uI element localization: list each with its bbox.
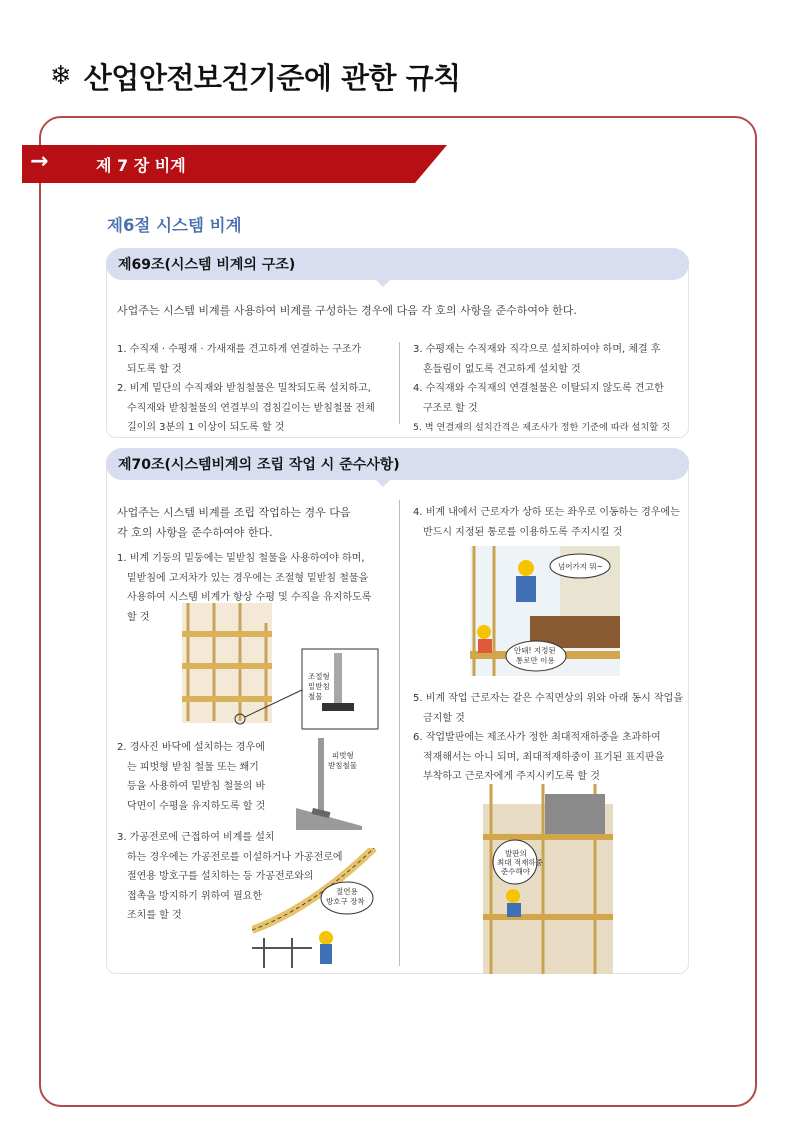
item-line: 가공전로에 근접하여 비계를 설치 [129, 832, 275, 843]
item-line: 비계 내에서 근로자가 상하 또는 좌우로 이동하는 경우에는 [425, 507, 680, 518]
item-line: 비계 기둥의 밑둥에는 밑받침 철물을 사용하여야 하며, [129, 553, 365, 564]
item-number: 4. [413, 383, 423, 394]
item-number: 3. [117, 832, 127, 843]
insulation-cover-illustration [252, 848, 382, 968]
item-line: 접촉을 방지하기 위하여 필요한 [127, 890, 263, 902]
item-line: 사용하여 시스템 비계가 항상 수평 및 수직을 유지하도록 [127, 592, 372, 603]
item-line: 닥면이 수평을 유지하도록 할 것 [127, 800, 266, 812]
item-line: 경사진 바닥에 설치하는 경우에 [129, 742, 265, 753]
article69-item-4 [413, 379, 683, 418]
load-bubble-line-1: 발판의 [505, 849, 527, 858]
article70-header [106, 448, 689, 480]
item-number: 6. [413, 732, 423, 743]
passage-bubble-line-1: 안돼! 지정된 [514, 646, 556, 655]
article70-intro [117, 503, 351, 543]
pivot-base-illustration [296, 738, 362, 830]
article70-item-4 [413, 503, 685, 542]
worker-bubble: 넘어가지 뭐~ [558, 562, 603, 571]
item-line: 작업발판에는 제조사가 정한 최대적재하중을 초과하여 [425, 732, 661, 743]
item-line: 부착하고 근로자에게 주지시키도록 할 것 [423, 771, 600, 782]
item-number: 2. [117, 383, 127, 394]
item-number: 5. [413, 422, 422, 433]
item-line: 수평재는 수직재와 직각으로 설치하여야 하며, 체결 후 [425, 344, 661, 355]
item-line: 반드시 지정된 통로를 이용하도록 주지시킬 것 [423, 526, 623, 538]
item-line: 밑받침에 고저차가 있는 경우에는 조절형 밑받침 철물을 [127, 572, 369, 584]
item-line: 적재해서는 아니 되며, 최대적재하중이 표기된 표지판을 [423, 751, 665, 763]
chapter-banner [22, 145, 447, 183]
arrow-right-icon: → [30, 149, 49, 174]
item-line: 구조로 할 것 [423, 402, 478, 414]
item-number: 1. [117, 553, 127, 564]
load-bubble-line-2: 최대 적재하중 [497, 858, 543, 867]
article69-item-1 [117, 340, 389, 379]
insulation-bubble-line-2: 방호구 장착 [326, 897, 365, 906]
item-line: 수직재와 수직재의 연결철물은 이탈되지 않도록 견고한 [425, 383, 664, 394]
item-number: 2. [117, 742, 127, 753]
intro-line: 각 호의 사항을 준수하여야 한다. [117, 526, 273, 539]
chapter-banner-shape [22, 145, 447, 183]
pivot-base-label-1: 피벗형 [332, 751, 354, 760]
item-number: 1. [117, 344, 127, 355]
designated-passage-illustration [470, 546, 620, 676]
item-line: 조치를 할 것 [127, 910, 182, 921]
page-title-text: 산업안전보건기준에 관한 규칙 [83, 60, 461, 95]
article69-header [106, 248, 689, 280]
chapter-label: 제 7 장 비계 [96, 156, 186, 175]
item-line: 길이의 3분의 1 이상이 되도록 할 것 [127, 422, 285, 433]
item-number: 4. [413, 507, 423, 518]
article70-item-6 [413, 728, 685, 787]
article69-heading: 제69조(시스템 비계의 구조) [118, 257, 296, 273]
page-title [50, 52, 461, 100]
item-line: 수직재와 받침철물의 연결부의 겹침길이는 받침철물 전체 [127, 402, 375, 414]
scaffold-base-illustration [182, 603, 382, 733]
article69-right-col [413, 340, 683, 438]
item-number: 3. [413, 344, 423, 355]
article70-header-tick [376, 480, 390, 487]
item-line: 흔들림이 없도록 견고하게 설치할 것 [423, 363, 581, 375]
article70-item-5 [413, 689, 685, 728]
item-line: 는 피벗형 받침 철물 또는 쐐기 [127, 761, 259, 773]
article69-item-5 [413, 418, 683, 438]
pivot-base-label-2: 받침철물 [328, 761, 357, 770]
load-bubble-line-3: 준수해야 [501, 867, 530, 876]
item-line: 비계 작업 근로자는 같은 수직면상의 위와 아래 동시 작업을 [425, 693, 684, 704]
item-line: 벽 연결재의 설치간격은 제조사가 정한 기준에 따라 설치할 것 [424, 422, 670, 433]
column-divider [399, 500, 400, 966]
item-line: 하는 경우에는 가공전로를 이설하거나 가공전로에 [127, 851, 343, 863]
item-line: 절연용 방호구를 설치하는 등 가공전로와의 [127, 871, 314, 882]
article69-header-tick [376, 280, 390, 287]
item-line: 금지할 것 [423, 712, 465, 724]
item-line: 할 것 [127, 611, 150, 623]
article69-item-2 [117, 379, 389, 438]
intro-line: 사업주는 시스템 비계를 조립 작업하는 경우 다음 [117, 506, 351, 519]
item-line: 수직재 · 수평재 · 가새재를 견고하게 연결하는 구조가 [129, 344, 362, 355]
section-title: 제6절 시스템 비계 [107, 216, 242, 235]
article69-intro: 사업주는 시스템 비계를 사용하여 비계를 구성하는 경우에 다음 각 호의 사항을 준수하여야 한다. [117, 304, 577, 317]
passage-bubble-line-2: 통로만 이용 [516, 656, 555, 665]
insulation-bubble-line-1: 절연용 [336, 887, 358, 896]
snowflake-icon: ❄ [50, 61, 72, 91]
adjustable-base-label-1: 조절형 [308, 672, 330, 681]
load-limit-illustration [483, 784, 613, 974]
item-number: 5. [413, 693, 423, 704]
article69-item-3 [413, 340, 683, 379]
column-divider [399, 342, 400, 424]
article70-item-2 [117, 738, 297, 816]
item-line: 되도록 할 것 [127, 363, 182, 375]
article69-left-col [117, 340, 389, 438]
adjustable-base-label-2: 밑받침 [308, 682, 330, 691]
item-line: 비계 밑단의 수직재와 받침철물은 밀착되도록 설치하고, [129, 383, 371, 394]
adjustable-base-label-3: 철물 [308, 692, 323, 701]
article70-heading: 제70조(시스템비계의 조립 작업 시 준수사항) [118, 457, 400, 473]
item-line: 등을 사용하여 밑받침 철물의 바 [127, 781, 266, 792]
